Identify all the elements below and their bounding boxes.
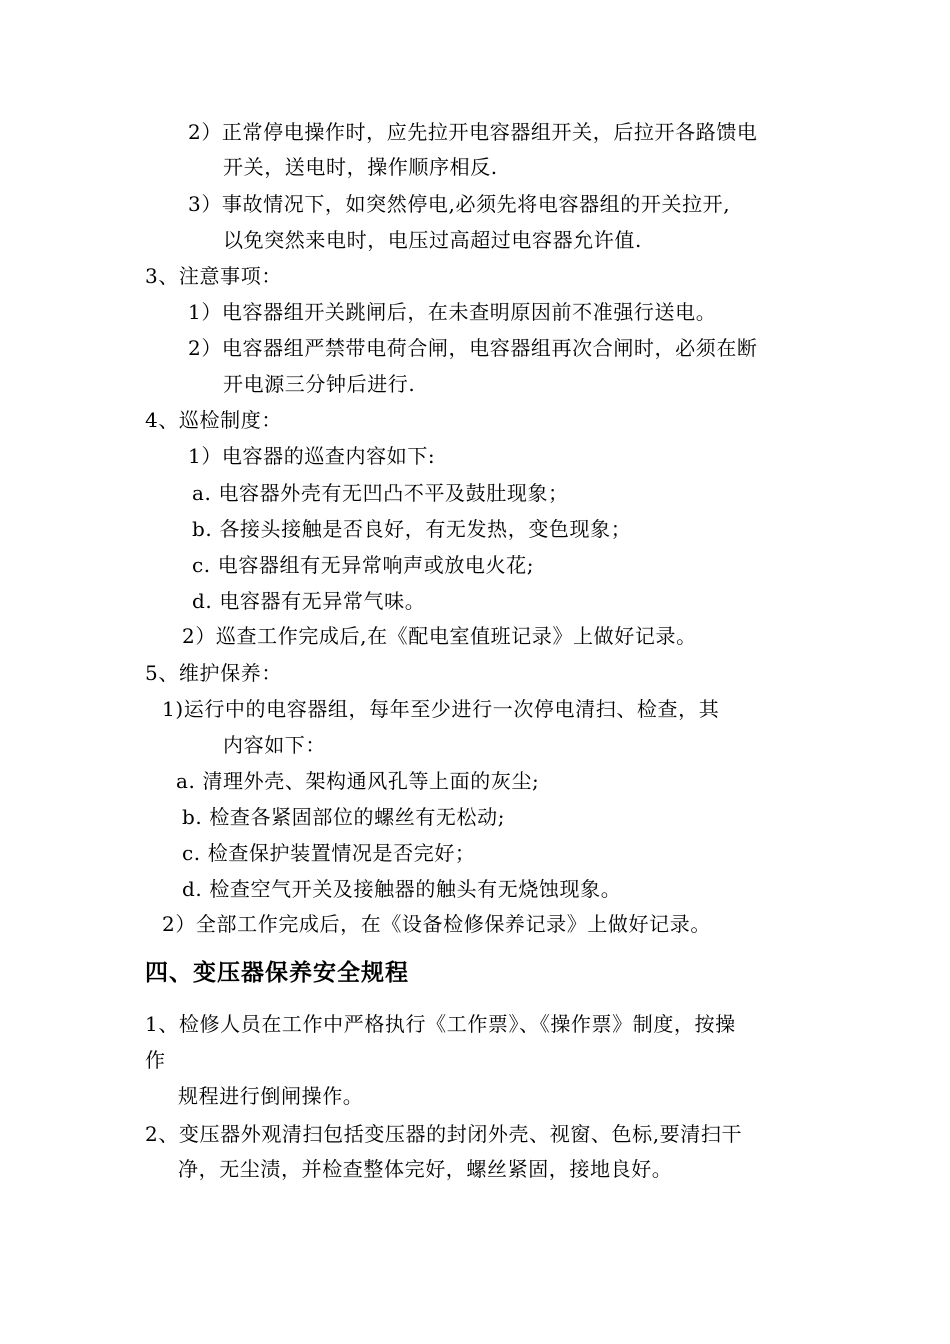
text-line: 1）电容器组开关跳闸后，在未查明原因前不准强行送电。	[188, 300, 717, 324]
text-line: 作	[145, 1048, 166, 1072]
list-item: c. 检查保护装置情况是否完好；	[182, 841, 476, 865]
text-line: 净，无尘渍，并检查整体完好，螺丝紧固，接地良好。	[178, 1157, 673, 1181]
text-line: 内容如下：	[223, 733, 326, 757]
text-line: 2）正常停电操作时，应先拉开电容器组开关，后拉开各路馈电	[188, 120, 758, 144]
text-line: 1）电容器的巡查内容如下:	[188, 444, 436, 468]
text-line: 规程进行倒闸操作。	[178, 1084, 364, 1108]
list-item: a. 清理外壳、架构通风孔等上面的灰尘;	[176, 769, 540, 793]
list-item: b. 各接头接触是否良好，有无发热，变色现象；	[192, 517, 632, 541]
text-line: 开电源三分钟后进行.	[223, 372, 416, 396]
list-item: d. 检查空气开关及接触器的触头有无烧蚀现象。	[182, 877, 622, 901]
list-item: a. 电容器外壳有无凹凸不平及鼓肚现象；	[192, 481, 569, 505]
section-heading-5: 5、维护保养：	[145, 661, 282, 685]
chapter-heading: 四、变压器保养安全规程	[145, 960, 409, 986]
section-heading-3: 3、注意事项：	[145, 264, 282, 288]
list-item: c. 电容器组有无异常响声或放电火花;	[192, 553, 535, 577]
text-line: 1、检修人员在工作中严格执行《工作票》、《操作票》制度，按操	[145, 1012, 736, 1036]
text-line: 开关，送电时，操作顺序相反.	[223, 155, 498, 179]
text-line: 2、变压器外观清扫包括变压器的封闭外壳、视窗、色标,要清扫干	[145, 1122, 743, 1146]
list-item: b. 检查各紧固部位的螺丝有无松动;	[182, 805, 506, 829]
text-line: 2）电容器组严禁带电荷合闸，电容器组再次合闸时，必须在断	[188, 336, 758, 360]
section-heading-4: 4、巡检制度：	[145, 408, 282, 432]
text-line: 2）巡查工作完成后,在《配电室值班记录》上做好记录。	[182, 624, 697, 648]
text-line: 以免突然来电时，电压过高超过电容器允许值.	[223, 228, 642, 252]
text-line: 3）事故情况下，如突然停电,必须先将电容器组的开关拉开,	[188, 192, 731, 216]
text-line: 2）全部工作完成后，在《设备检修保养记录》上做好记录。	[162, 912, 711, 936]
text-line: 1)运行中的电容器组，每年至少进行一次停电清扫、检查，其	[162, 697, 720, 721]
list-item: d. 电容器有无异常气味。	[192, 589, 426, 613]
